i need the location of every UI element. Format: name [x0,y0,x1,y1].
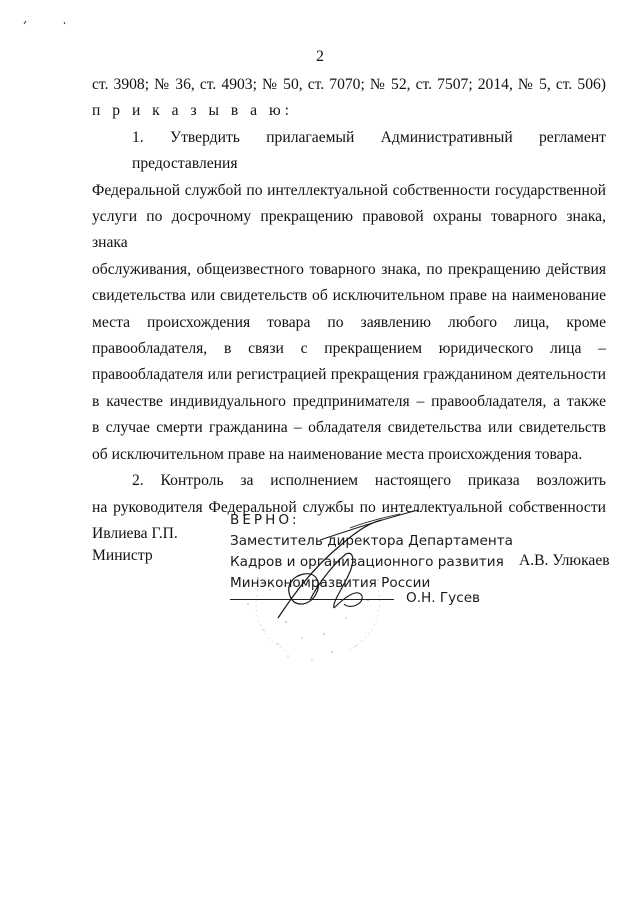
document-body [92,72,606,547]
paragraph-1-line: в случае смерти гражданина – обладателя свидетельства или свидетельств [92,419,606,437]
handwritten-signature [250,500,430,630]
paragraph-1-line: обслуживания, общеизвестного товарного знака, по прекращению действия [92,260,606,278]
page-number: 2 [316,48,324,65]
paragraph-1-line: места происхождения товара по заявлению любого лица, кроме [92,313,606,331]
stamp-heading: ВЕРНО: [230,512,300,528]
paragraph-1-line: услуги по досрочному прекращению правовой охраны товарного знака, знака [92,208,606,252]
stamp-signer-name: О.Н. Гусев [406,590,481,606]
stamp-line-department: Кадров и организационного развития [230,554,504,570]
order-word: п р и к а з ы в а ю: [92,102,293,120]
paragraph-2-line: на руководителя Федеральной службы по интеллектуальной собственности [92,498,606,516]
paragraph-1-line: в качестве индивидуального предпринимателя – правообладателя, а также [92,392,606,410]
paragraph-1-line: Федеральной службой по интеллектуальной собственности государственной [92,181,606,199]
paragraph-1-last-line: об исключительном праве на наименование места происхождения товара. [92,445,583,463]
scan-artifact-marks [20,18,80,32]
paragraph-1-line: правообладателя или регистрацией прекращения гражданином деятельности [92,366,606,384]
paragraph-1-line: свидетельства или свидетельств об исключительном праве на наименование [92,287,606,305]
stamp-line-position: Заместитель директора Департамента [230,533,513,549]
paragraph-1-line: правообладателя, в связи с прекращением юридического лица – [92,340,606,358]
paragraph-2-line: 2. Контроль за исполнением настоящего приказа возложить [132,472,606,490]
citation-line: ст. 3908; № 36, ст. 4903; № 50, ст. 7070; № 52, ст. 7507; 2014, № 5, ст. 506) [92,76,606,93]
minister-name: А.В. Улюкаев [519,552,610,569]
minister-title: Министр [92,547,153,564]
paragraph-2-last-line: Ивлиева Г.П. [92,524,178,542]
paragraph-1-line: 1. Утвердить прилагаемый Административный регламент предоставления [132,128,606,173]
stamp-line-ministry: Минэкономразвития России [230,575,431,591]
